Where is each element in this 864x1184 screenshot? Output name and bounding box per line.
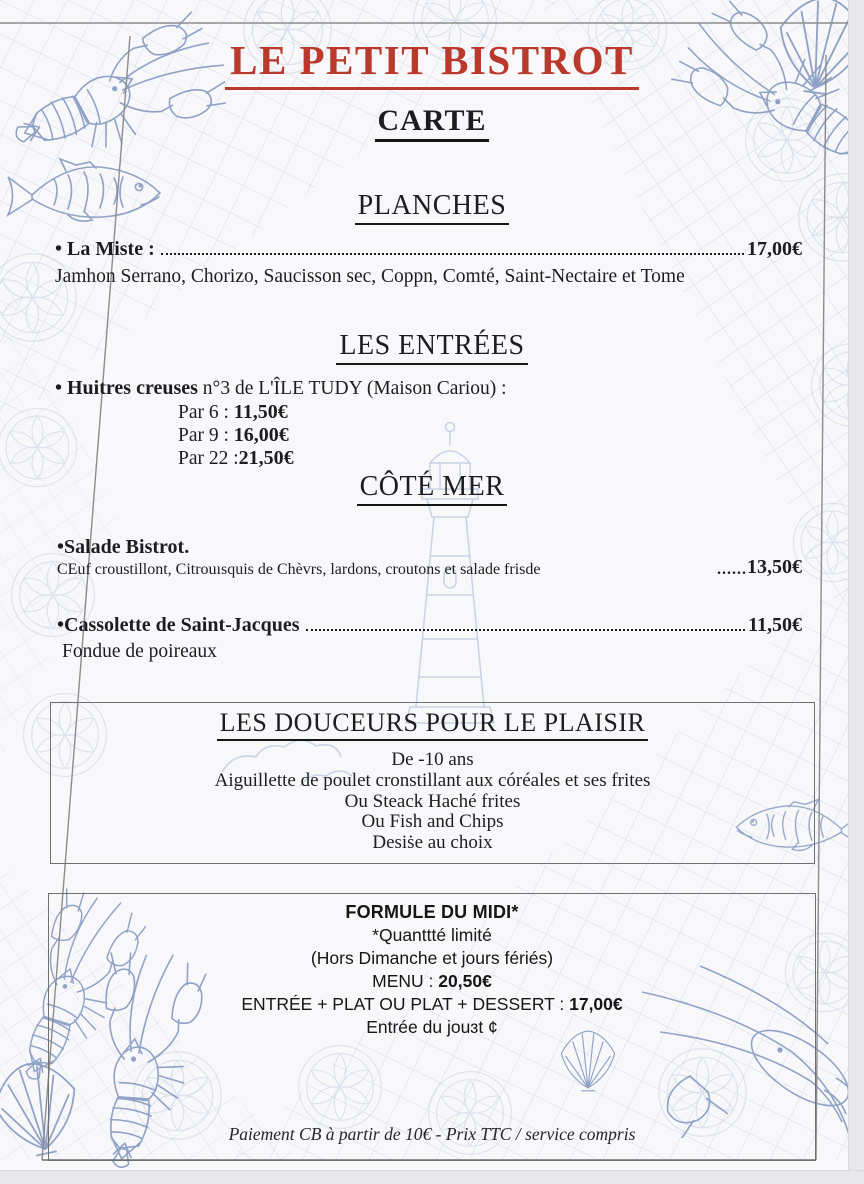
option-row [178,447,294,470]
formule-note: *Quanttté limité [372,925,492,945]
item-price: 17,00€ [747,238,802,260]
douceurs-line: De -10 ans [391,749,474,770]
formule-lines [49,901,815,1039]
option-label: Par 6 : [178,402,234,423]
formule-note: (Hors Dimanche et jours fériés) [310,948,554,968]
formule-combo-label: ENTRÉE + PLAT OU PLAT + DESSERT : [241,994,570,1014]
item-price: 13,50€ [747,556,802,578]
douceurs-line: Ou Fish and Chips [361,811,504,833]
dotted-leader [161,253,744,255]
item-name: •Cassolette de Saint-Jacques [57,614,300,636]
formule-heading: FORMULE DU MIDI* [345,902,519,922]
item-name: • Huitres creuses [55,377,198,399]
footer-note: Paiement CB à partir de 10€ - Prix TTC / service compris [228,1124,636,1144]
formule-note: Entrée du jouɜt ¢ [366,1017,498,1037]
formule-menu-row [49,970,815,993]
douceurs-lines [51,750,814,854]
menu-item-salade-bistrot: •Salade Bistrot. [57,536,190,558]
formule-combo-row [49,993,815,1016]
formule-box [48,893,816,1161]
option-price: 21,50€ [238,447,294,469]
option-price: 16,00€ [233,424,289,446]
option-price: 11,50€ [233,401,288,423]
douceurs-line: Desiṡe au choix [372,832,493,854]
option-label: Par 9 : [178,425,234,446]
section-heading-cote-mer: CÔTÉ MER [357,471,508,506]
restaurant-title: LE PETIT BISTROT [225,36,639,90]
section-heading-entrees: LES ENTRÉES [336,330,527,365]
option-row [178,401,294,424]
option-label: Par 22 : [178,448,239,469]
item-description: CEuf croustillont, Citrouısquis de Chèvrs, lardons, croutons et salade frisde [57,561,541,578]
item-description: Fondue de poireaux [62,641,217,662]
douceurs-line: Ou Steack Haché frites [344,790,521,812]
item-name: • La Miste : [55,238,155,260]
menu-item-cassolette [57,614,802,637]
item-price: 11,50€ [748,614,802,636]
salade-description-row [57,556,802,579]
douceurs-line: Aiguillette de poulet cronstillant aux córéales et ses frites [214,769,651,791]
item-description: Jamhon Serrano, Chorizo, Saucisson sec, Coppn, Comté, Saint-Nectaire et Tome [55,266,685,287]
formule-menu-label: MENU : [372,971,439,991]
section-heading-douceurs: LES DOUCEURS POUR LE PLAISIR [217,708,649,741]
price-dots: ...... [717,561,747,578]
formule-menu-price: 20,50€ [438,971,492,991]
dotted-leader [306,629,746,631]
menu-item-la-miste [55,238,802,261]
menu-item-huitres [55,377,507,400]
section-heading-planches: PLANCHES [355,190,510,225]
douceurs-box [50,702,815,864]
item-name-detail: n°3 de L'ÎLE TUDY (Maison Cariou) : [197,378,507,399]
option-row [178,424,294,447]
menu-heading: CARTE [375,104,490,142]
formule-combo-price: 17,00€ [569,994,623,1014]
huitres-options [178,401,294,470]
